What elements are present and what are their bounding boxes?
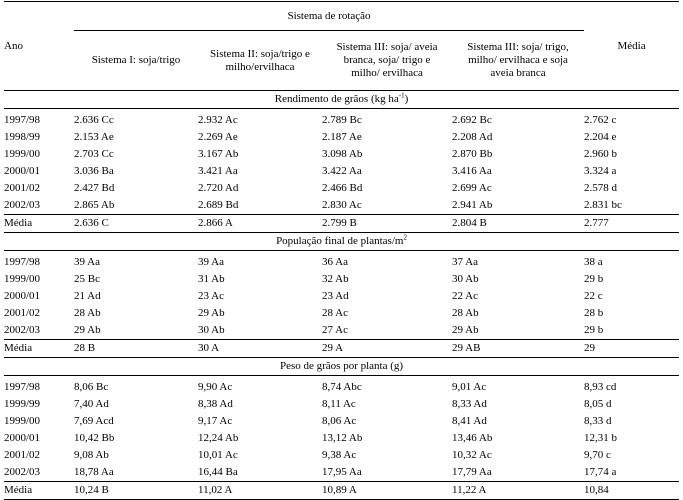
year-cell: 1999/00 [4,415,41,427]
sistema-3-cell: 36 Aa [322,256,348,268]
year-cell: 2000/01 [4,432,41,444]
header-sistema-2 [198,31,322,91]
year-cell: 2002/03 [4,466,41,478]
section-title-superscript: 2 [403,233,407,242]
header-media: Média [584,2,679,91]
sistema-4-cell: 30 Ab [452,273,479,285]
year-cell: 1997/98 [4,381,41,393]
table-row [4,464,679,482]
media-cell: 8,05 d [584,398,612,410]
sistema-2-cell: 2.269 Ae [198,131,238,143]
sistema-2-cell: 12,24 Ab [198,432,239,444]
sistema-4-cell: 2.804 B [452,215,584,233]
sistema-3-cell: 17,95 Aa [322,466,362,478]
sistema-2-cell: 30 Ab [198,324,225,336]
media-row [4,482,679,500]
sistema-3-cell: 2.789 Bc [322,114,362,126]
year-cell: 2002/03 [4,324,41,336]
sistema-2-cell: 2.866 A [198,215,322,233]
table-row [4,379,679,396]
sistema-4-cell: 2.941 Ab [452,199,493,211]
media-cell: 29 b [584,273,604,285]
table-row [4,396,679,413]
sistema-1-cell: 39 Aa [74,256,100,268]
header-sistema-3-line: milho/ ervilhaca [351,67,423,79]
sistema-2-cell: 11,02 A [198,482,322,500]
media-cell: 12,31 b [584,432,618,444]
year-cell: 2000/01 [4,165,41,177]
media-cell: 9,70 c [584,449,611,461]
sistema-4-cell: 2.870 Bb [452,148,493,160]
sistema-4-cell: 17,79 Aa [452,466,492,478]
media-label: Média [4,215,74,233]
header-sistema-3-line: branca, soja/ trigo e [343,54,431,66]
media-cell: 3.324 a [584,165,617,177]
sistema-3-cell: 2.830 Ac [322,199,362,211]
sistema-2-cell: 9,90 Ac [198,381,233,393]
table-row [4,146,679,163]
section-title-text: Peso de grãos por planta (g) [279,360,404,372]
sistema-2-cell: 2.689 Bd [198,199,239,211]
table-row [4,413,679,430]
sistema-2-cell: 39 Aa [198,256,224,268]
media-row [4,340,679,358]
media-cell: 2.831 bc [584,199,622,211]
header-sistema-2-line: Sistema II: soja/trigo e [210,47,310,60]
sistema-4-cell: 22 Ac [452,290,478,302]
sistema-2-cell: 2.932 Ac [198,114,238,126]
sistema-3-cell: 3.098 Ab [322,148,363,160]
media-cell: 10,84 [584,482,679,500]
sistema-2-cell: 30 A [198,340,322,358]
table-row [4,129,679,146]
sistema-4-cell: 8,33 Ad [452,398,487,410]
header-sistema-rotacao: Sistema de rotação [74,2,584,31]
sistema-3-cell: 9,38 Ac [322,449,357,461]
sistema-2-cell: 23 Ac [198,290,224,302]
section-title-text: Rendimento de grãos (kg ha [274,93,399,105]
sistema-1-cell: 10,42 Bb [74,432,115,444]
sistema-1-cell: 2.153 Ae [74,131,114,143]
sistema-3-cell: 29 A [322,340,452,358]
header-row-systems [4,31,679,91]
table-row [4,197,679,215]
year-cell: 2001/02 [4,449,41,461]
sistema-4-cell: 11,22 A [452,482,584,500]
header-sistema-1: Sistema I: soja/trigo [91,54,181,66]
section-title-superscript: -1 [398,91,405,100]
sistema-2-cell: 9,17 Ac [198,415,233,427]
sistema-1-cell: 9,08 Ab [74,449,109,461]
sistema-4-cell: 28 Ab [452,307,479,319]
section-title [4,233,679,251]
year-cell: 1997/98 [4,114,41,126]
sistema-2-cell: 16,44 Ba [198,466,238,478]
section-title [4,358,679,376]
header-sistema-3 [322,31,452,91]
sistema-3-cell: 2.466 Bd [322,182,363,194]
year-cell: 1999/00 [4,148,41,160]
sistema-2-cell: 29 Ab [198,307,225,319]
sistema-2-cell: 10,01 Ac [198,449,238,461]
header-sistema-4-line: aveia branca [490,67,546,79]
media-cell: 2.578 d [584,182,618,194]
year-cell: 2001/02 [4,307,41,319]
sistema-4-cell: 3.416 Aa [452,165,492,177]
sistema-3-cell: 28 Ac [322,307,348,319]
header-sistema-4 [452,31,584,91]
sistema-1-cell: 8,06 Bc [74,381,109,393]
sistema-3-cell: 3.422 Aa [322,165,362,177]
sistema-4-cell: 29 Ab [452,324,479,336]
data-table [4,1,679,500]
sistema-1-cell: 21 Ad [74,290,101,302]
media-cell: 28 b [584,307,604,319]
table-row [4,305,679,322]
section-title-row [4,358,679,376]
sistema-4-cell: 2.699 Ac [452,182,492,194]
media-cell: 8,33 d [584,415,612,427]
sistema-4-cell: 13,46 Ab [452,432,493,444]
year-cell: 2002/03 [4,199,41,211]
media-cell: 29 [584,340,679,358]
sistema-4-cell: 37 Aa [452,256,478,268]
section-title-row [4,91,679,109]
table-row [4,180,679,197]
table-row [4,112,679,129]
sistema-1-cell: 29 Ab [74,324,101,336]
section-title-end: ) [404,93,409,105]
section-title-text: População final de plantas/m [276,235,404,247]
header-ano: Ano [4,2,74,91]
sistema-3-cell: 8,74 Abc [322,381,362,393]
sistema-4-cell: 8,41 Ad [452,415,487,427]
sistema-2-cell: 31 Ab [198,273,225,285]
sistema-4-cell: 9,01 Ac [452,381,487,393]
table-row [4,322,679,340]
table-row [4,254,679,271]
sistema-1-cell: 25 Bc [74,273,100,285]
table-row [4,288,679,305]
section-title [4,91,679,109]
year-cell: 2001/02 [4,182,41,194]
sistema-3-cell: 13,12 Ab [322,432,363,444]
media-cell: 29 b [584,324,604,336]
sistema-2-cell: 8,38 Ad [198,398,233,410]
sistema-1-cell: 2.865 Ab [74,199,115,211]
year-cell: 1998/99 [4,131,41,143]
sistema-3-cell: 8,06 Ac [322,415,357,427]
sistema-4-cell: 10,32 Ac [452,449,492,461]
sistema-1-cell: 18,78 Aa [74,466,114,478]
header-sistema-4-line: Sistema III: soja/ trigo, [467,41,569,53]
sistema-1-cell: 28 B [74,340,198,358]
media-cell: 22 c [584,290,603,302]
sistema-1-cell: 3.036 Ba [74,165,114,177]
sistema-2-cell: 3.167 Ab [198,148,239,160]
sistema-3-cell: 2.187 Ae [322,131,362,143]
sistema-1-cell: 10,24 B [74,482,198,500]
sistema-1-cell: 2.636 Cc [74,114,114,126]
table-row [4,163,679,180]
sistema-1-cell: 2.427 Bd [74,182,115,194]
media-row [4,215,679,233]
sistema-1-cell: 7,40 Ad [74,398,109,410]
sistema-3-cell: 10,89 A [322,482,452,500]
media-cell: 17,74 a [584,466,617,478]
sistema-3-cell: 32 Ab [322,273,349,285]
sistema-3-cell: 8,11 Ac [322,398,356,410]
sistema-3-cell: 23 Ad [322,290,349,302]
year-cell: 2000/01 [4,290,41,302]
header-sistema-2-line: milho/ervilhaca [225,60,295,73]
sistema-2-cell: 3.421 Aa [198,165,238,177]
sistema-1-cell: 2.703 Cc [74,148,114,160]
year-cell: 1999/00 [4,273,41,285]
table-row [4,271,679,288]
media-cell: 2.960 b [584,148,618,160]
header-sistema-3-line: Sistema III: soja/ aveia [336,41,438,53]
sistema-3-cell: 2.799 B [322,215,452,233]
sistema-4-cell: 2.208 Ad [452,131,493,143]
year-cell: 1997/98 [4,256,41,268]
year-cell: 1999/99 [4,398,41,410]
media-label: Média [4,340,74,358]
media-cell: 2.762 c [584,114,617,126]
sistema-3-cell: 27 Ac [322,324,348,336]
table-row [4,447,679,464]
sistema-4-cell: 2.692 Bc [452,114,492,126]
table-row [4,430,679,447]
sistema-1-cell: 28 Ab [74,307,101,319]
header-sistema-4-line: milho/ ervilhaca e soja [468,54,568,66]
media-cell: 38 a [584,256,603,268]
media-cell: 2.777 [584,215,679,233]
sistema-2-cell: 2.720 Ad [198,182,239,194]
header-row-top [4,2,679,31]
media-cell: 2.204 e [584,131,617,143]
section-title-row [4,233,679,251]
sistema-1-cell: 2.636 C [74,215,198,233]
sistema-4-cell: 29 AB [452,340,584,358]
media-label: Média [4,482,74,500]
media-cell: 8,93 cd [584,381,617,393]
sistema-1-cell: 7,69 Acd [74,415,114,427]
